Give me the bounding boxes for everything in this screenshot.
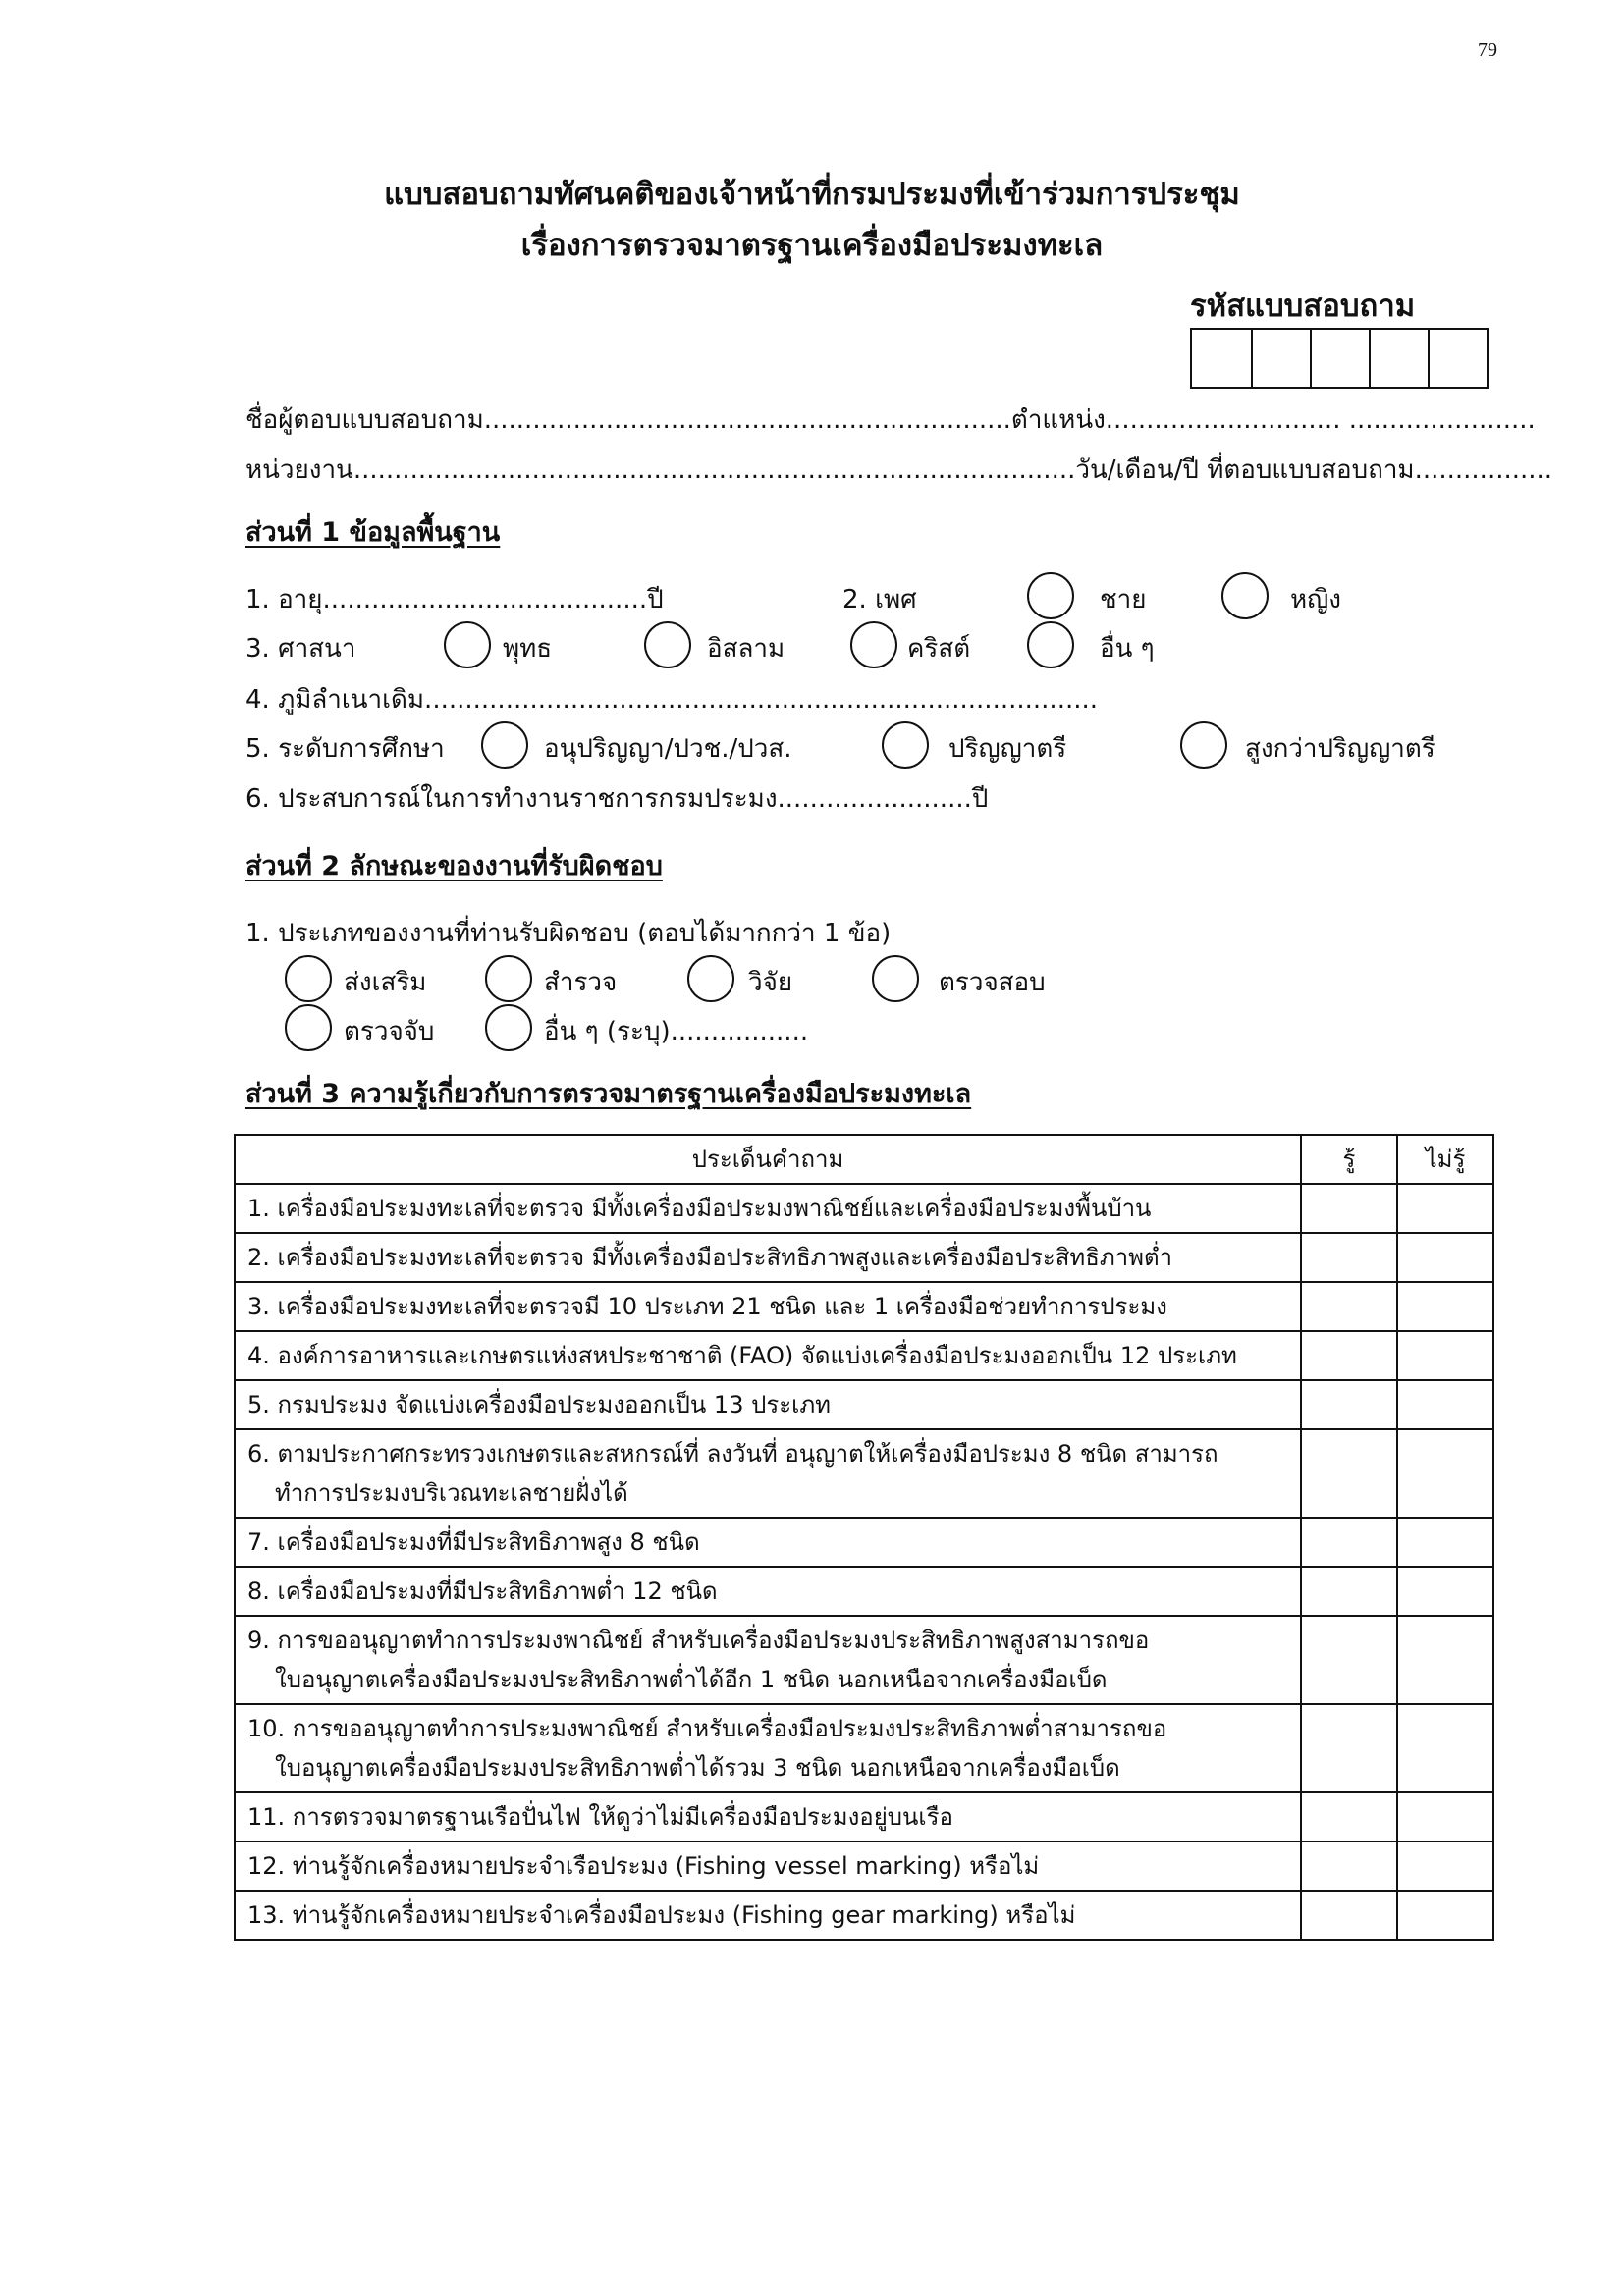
question-text: 3. เครื่องมือประมงทะเลที่จะตรวจมี 10 ประเภท 21 ชนิด และ 1 เครื่องมือช่วยทำการประมง <box>247 1293 1167 1320</box>
gender-label: 2. เพศ <box>842 585 917 614</box>
table-row <box>235 1331 1493 1380</box>
religion-other-label: อื่น ๆ <box>1100 634 1155 664</box>
question-cell <box>235 1518 1301 1567</box>
form-title-line2: เรื่องการตรวจมาตรฐานเครื่องมือประมงทะเล <box>520 228 1104 263</box>
religion-label: 3. ศาสนา <box>245 634 356 664</box>
dont-know-checkbox-cell[interactable] <box>1397 1429 1493 1518</box>
education-bachelor-label: ปริญญาตรี <box>948 734 1067 764</box>
table-row <box>235 1704 1493 1792</box>
question-text: 8. เครื่องมือประมงที่มีประสิทธิภาพต่ำ 12 ชนิด <box>247 1577 718 1605</box>
opt-survey-label: สำรวจ <box>544 968 618 997</box>
radio-buddhist[interactable] <box>444 621 491 668</box>
radio-religion-other[interactable] <box>1027 621 1074 668</box>
dont-know-checkbox-cell[interactable] <box>1397 1842 1493 1891</box>
radio-christian[interactable] <box>850 621 897 668</box>
knowledge-table <box>234 1134 1494 1941</box>
know-checkbox-cell[interactable] <box>1301 1233 1397 1282</box>
question-cell <box>235 1429 1301 1518</box>
questionnaire-code-label: รหัสแบบสอบถาม <box>1190 289 1416 324</box>
table-row <box>235 1184 1493 1233</box>
table-row <box>235 1792 1493 1842</box>
col-know-header: รู้ <box>1301 1135 1397 1184</box>
table-row <box>235 1429 1493 1518</box>
know-checkbox-cell[interactable] <box>1301 1184 1397 1233</box>
know-checkbox-cell[interactable] <box>1301 1518 1397 1567</box>
know-checkbox-cell[interactable] <box>1301 1429 1397 1518</box>
code-digit-box[interactable] <box>1310 330 1369 387</box>
dont-know-checkbox-cell[interactable] <box>1397 1282 1493 1331</box>
opt-inspection-label: ตรวจสอบ <box>939 968 1046 997</box>
religion-buddhist-label: พุทธ <box>503 634 553 664</box>
table-row <box>235 1842 1493 1891</box>
religion-islam-label: อิสลาม <box>707 634 785 664</box>
question-text: 9. การขออนุญาตทำการประมงพาณิชย์ สำหรับเครื่องมือประมงประสิทธิภาพสูงสามารถขอ <box>247 1627 1150 1654</box>
radio-islam[interactable] <box>644 621 691 668</box>
education-diploma-label: อนุปริญญา/ปวช./ปวส. <box>544 734 792 764</box>
know-checkbox-cell[interactable] <box>1301 1331 1397 1380</box>
age-field[interactable]: 1. อายุ........................................ปี <box>245 585 664 614</box>
radio-diploma[interactable] <box>481 721 528 769</box>
dont-know-checkbox-cell[interactable] <box>1397 1704 1493 1792</box>
col-dont-know-header: ไม่รู้ <box>1397 1135 1493 1184</box>
dont-know-checkbox-cell[interactable] <box>1397 1184 1493 1233</box>
dont-know-checkbox-cell[interactable] <box>1397 1567 1493 1616</box>
dont-know-checkbox-cell[interactable] <box>1397 1891 1493 1940</box>
col-question-header: ประเด็นคำถาม <box>235 1135 1301 1184</box>
know-checkbox-cell[interactable] <box>1301 1567 1397 1616</box>
radio-higher-degree[interactable] <box>1180 721 1227 769</box>
code-digit-box[interactable] <box>1192 330 1251 387</box>
opt-enforcement-label: ตรวจจับ <box>344 1017 435 1046</box>
education-label: 5. ระดับการศึกษา <box>245 734 445 764</box>
table-row <box>235 1380 1493 1429</box>
part3-heading: ส่วนที่ 3 ความรู้เกี่ยวกับการตรวจมาตรฐานเครื่องมือประมงทะเล <box>245 1079 972 1109</box>
questionnaire-code-boxes <box>1190 328 1489 389</box>
question-cell <box>235 1567 1301 1616</box>
radio-bachelor[interactable] <box>882 721 929 769</box>
agency-date-field[interactable]: หน่วยงาน.........................................................................................วัน/เดือน/ปี ที่ตอบแบบสอบถาม................. <box>245 455 1553 485</box>
code-digit-box[interactable] <box>1251 330 1310 387</box>
question-cell <box>235 1616 1301 1704</box>
opt-extension-label: ส่งเสริม <box>344 968 427 997</box>
question-cell <box>235 1792 1301 1842</box>
question-text: 2. เครื่องมือประมงทะเลที่จะตรวจ มีทั้งเครื่องมือประสิทธิภาพสูงและเครื่องมือประสิทธิภาพต่ำ <box>247 1244 1173 1271</box>
code-digit-box[interactable] <box>1369 330 1428 387</box>
respondent-name-field[interactable]: ชื่อผู้ตอบแบบสอบถาม.................................................................ตำแหน่ง............................. ....................... <box>245 405 1536 435</box>
work-type-question: 1. ประเภทของงานที่ท่านรับผิดชอบ (ตอบได้มากกว่า 1 ข้อ) <box>245 919 892 948</box>
checkbox-survey[interactable] <box>485 955 532 1002</box>
table-row <box>235 1282 1493 1331</box>
education-higher-label: สูงกว่าปริญญาตรี <box>1245 734 1435 764</box>
know-checkbox-cell[interactable] <box>1301 1704 1397 1792</box>
know-checkbox-cell[interactable] <box>1301 1282 1397 1331</box>
experience-field[interactable]: 6. ประสบการณ์ในการทำงานราชการกรมประมง........................ปี <box>245 784 989 814</box>
question-text: 5. กรมประมง จัดแบ่งเครื่องมือประมงออกเป็น 13 ประเภท <box>247 1391 831 1418</box>
checkbox-inspection[interactable] <box>872 955 919 1002</box>
opt-other-label[interactable]: อื่น ๆ (ระบุ)................. <box>544 1017 809 1046</box>
question-text: 13. ท่านรู้จักเครื่องหมายประจำเครื่องมือประมง (Fishing gear marking) หรือไม่ <box>247 1901 1076 1929</box>
question-text: 12. ท่านรู้จักเครื่องหมายประจำเรือประมง (Fishing vessel marking) หรือไม่ <box>247 1852 1040 1880</box>
question-cell <box>235 1380 1301 1429</box>
gender-male-label: ชาย <box>1100 585 1147 614</box>
question-cell <box>235 1184 1301 1233</box>
question-cell <box>235 1842 1301 1891</box>
dont-know-checkbox-cell[interactable] <box>1397 1380 1493 1429</box>
question-text-continued: ใบอนุญาตเครื่องมือประมงประสิทธิภาพต่ำได้รวม 3 ชนิด นอกเหนือจากเครื่องมือเบ็ด <box>275 1754 1120 1782</box>
dont-know-checkbox-cell[interactable] <box>1397 1518 1493 1567</box>
question-text-continued: ใบอนุญาตเครื่องมือประมงประสิทธิภาพต่ำได้อีก 1 ชนิด นอกเหนือจากเครื่องมือเบ็ด <box>275 1666 1108 1693</box>
code-digit-box[interactable] <box>1428 330 1487 387</box>
dont-know-checkbox-cell[interactable] <box>1397 1331 1493 1380</box>
know-checkbox-cell[interactable] <box>1301 1891 1397 1940</box>
question-text: 10. การขออนุญาตทำการประมงพาณิชย์ สำหรับเครื่องมือประมงประสิทธิภาพต่ำสามารถขอ <box>247 1715 1167 1742</box>
part2-heading: ส่วนที่ 2 ลักษณะของงานที่รับผิดชอบ <box>245 851 663 881</box>
dont-know-checkbox-cell[interactable] <box>1397 1233 1493 1282</box>
question-text: 7. เครื่องมือประมงที่มีประสิทธิภาพสูง 8 ชนิด <box>247 1528 700 1556</box>
page-number: 79 <box>1478 39 1497 61</box>
dont-know-checkbox-cell[interactable] <box>1397 1792 1493 1842</box>
checkbox-research[interactable] <box>687 955 734 1002</box>
dont-know-checkbox-cell[interactable] <box>1397 1616 1493 1704</box>
gender-female-label: หญิง <box>1290 585 1341 614</box>
part1-heading: ส่วนที่ 1 ข้อมูลพื้นฐาน <box>245 517 501 548</box>
religion-christian-label: คริสต์ <box>907 634 971 664</box>
form-title-line1: แบบสอบถามทัศนคติของเจ้าหน้าที่กรมประมงที่เข้าร่วมการประชุม <box>384 177 1240 212</box>
hometown-field[interactable]: 4. ภูมิลำเนาเดิม................................................................................... <box>245 685 1099 715</box>
question-text: 1. เครื่องมือประมงทะเลที่จะตรวจ มีทั้งเครื่องมือประมงพาณิชย์และเครื่องมือประมงพื้นบ้าน <box>247 1195 1152 1222</box>
checkbox-enforcement[interactable] <box>285 1004 332 1051</box>
table-row <box>235 1233 1493 1282</box>
table-row <box>235 1616 1493 1704</box>
checkbox-extension[interactable] <box>285 955 332 1002</box>
question-text: 6. ตามประกาศกระทรวงเกษตรและสหกรณ์ที่ ลงวันที่ อนุญาตให้เครื่องมือประมง 8 ชนิด สามารถ <box>247 1440 1218 1468</box>
question-cell <box>235 1891 1301 1940</box>
question-text-continued: ทำการประมงบริเวณทะเลชายฝั่งได้ <box>275 1479 628 1507</box>
radio-female[interactable] <box>1221 572 1269 619</box>
table-row <box>235 1891 1493 1940</box>
table-row <box>235 1567 1493 1616</box>
table-header-row <box>235 1135 1493 1184</box>
opt-research-label: วิจัย <box>748 968 793 997</box>
radio-male[interactable] <box>1027 572 1074 619</box>
know-checkbox-cell[interactable] <box>1301 1842 1397 1891</box>
question-text: 11. การตรวจมาตรฐานเรือปั่นไฟ ให้ดูว่าไม่มีเครื่องมือประมงอยู่บนเรือ <box>247 1803 953 1831</box>
know-checkbox-cell[interactable] <box>1301 1616 1397 1704</box>
question-cell <box>235 1704 1301 1792</box>
know-checkbox-cell[interactable] <box>1301 1380 1397 1429</box>
checkbox-work-other[interactable] <box>485 1004 532 1051</box>
question-cell <box>235 1233 1301 1282</box>
question-cell <box>235 1331 1301 1380</box>
question-cell <box>235 1282 1301 1331</box>
question-text: 4. องค์การอาหารและเกษตรแห่งสหประชาชาติ (FAO) จัดแบ่งเครื่องมือประมงออกเป็น 12 ประเภท <box>247 1342 1237 1369</box>
know-checkbox-cell[interactable] <box>1301 1792 1397 1842</box>
table-row <box>235 1518 1493 1567</box>
